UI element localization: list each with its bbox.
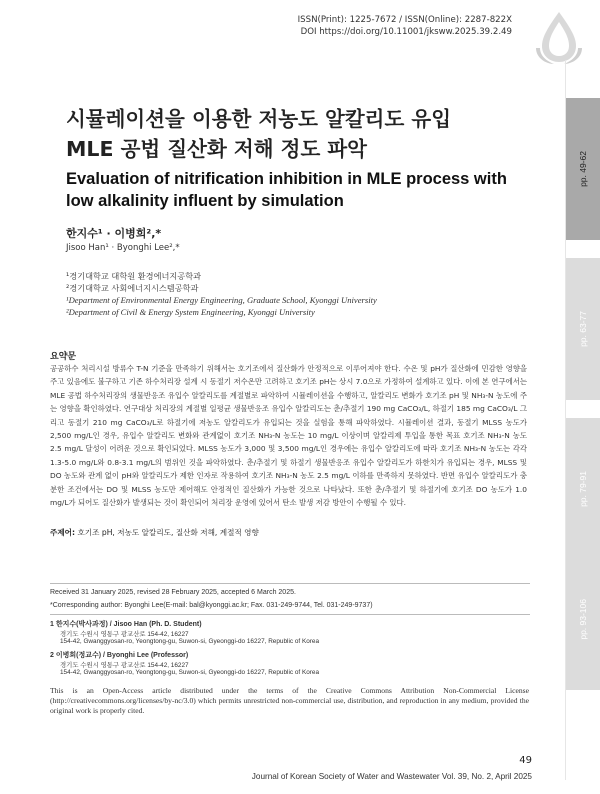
issn-text: ISSN(Print): 1225-7672 / ISSN(Online): 2287-822X [297, 15, 512, 25]
doi-text: DOI https://doi.org/10.11001/jksww.2025.39.2.49 [300, 27, 512, 37]
received-dates: Received 31 January 2025, revised 28 February 2025, accepted 6 March 2025. [50, 589, 296, 596]
author2-address-en: 154-42, Gwanggyosan-ro, Yeongtong-gu, Suwon-si, Gyeonggi-do 16227, Republic of Korea [60, 669, 319, 676]
authors-english: Jisoo Han¹ · Byonghi Lee²,* [66, 243, 180, 253]
author2-title: 2 이병희(정교수) / Byonghi Lee (Professor) [50, 652, 189, 659]
keywords-label: 주제어: [50, 528, 76, 537]
author1-address-ko: 경기도 수원시 영통구 광교산로 154-42, 16227 [60, 631, 189, 638]
journal-identifiers [298, 14, 512, 38]
abstract-heading: 요약문 [50, 352, 77, 362]
korean-title-line-2: MLE 공법 질산화 저해 정도 파악 [66, 137, 367, 161]
page-number: 49 [519, 755, 532, 766]
affiliation-en-1: ¹Department of Environmental Energy Engineering, Graduate School, Kyonggi University [66, 295, 377, 305]
license-notice: This is an Open-Access article distributed under the terms of the Creative Commons Attribution Non-Commercial License (http://creativecommons.org/licenses/by-nc/3.0) which permits unrestricted non-commercial use, distribution, and reproduction in any medium, provided the original work is properly cited. [50, 686, 529, 715]
side-tab-pages: pp. 63-77 [566, 258, 600, 400]
korean-title [66, 104, 536, 164]
abstract-body: 공공하수 처리시설 방류수 T-N 기준을 만족하기 위해서는 호기조에서 질산화가 안정적으로 이루어져야 한다. 수온 및 pH가 질산화에 민감한 영향을 주고 있음에도 불구하고 기존 하수처리장 설계 시 동절기 저수온만 고려하고 호기조 pH는 상시 7.0으로 가정하여 설계하고 있다. 이에 본 연구에서는 MLE 공법 하수처리장의 생물반응조 유입수 알칼리도를 계절별로 파악하여 시뮬레이션을 수행하고, 알칼리도 변화가 호기조 pH 및 NH₃-N 농도에 주는 영향을 확인하였다. 연구대상 처리장의 계절별 일평균 생물반응조 유입수 알칼리도는 춘/추절기 190 mg CaCO₃/L, 하절기 185 mg CaCO₃/L 그리고 동절기 210 mg CaCO₃/L로 하절기에 저농도 알칼리도가 유입되는 것을 실험을 통해 파악하였다. 시뮬레이션 결과, 동절기 MLSS 농도가 2,500 mg/L인 경우, 유입수 알칼리도 변화와 관계없이 호기조 NH₃-N 농도는 10 mg/L 이상이며 알칼리제 투입을 통한 목표 호기조 NH₃-N 농도 2.5 mg/L 달성이 어려운 것으로 확인되었다. MLSS 농도가 3,000 및 3,500 mg/L인 경우에는 유입수 알칼리도에 따라 호기조 NH₃-N 농도는 각각 1.3-5.0 mg/L와 0.8-3.1 mg/L의 범위인 것을 파악하였다. 춘/추절기 및 하절기 생물반응조 유입수 알칼리도가 하한치가 유입되는 경우, MLSS 및 DO 농도와 관계 없이 pH와 알칼리도가 제한 인자로 작용하여 호기조 NH₃-N 농도 2.5 mg/L 이하를 만족하지 못하였다. 반면 유입수 알칼리도가 충분한 조건에서는 DO 및 MLSS 농도만 제어해도 안정적인 질산화가 가능한 것으로 나타났다. 또한 춘/추절기 및 하절기에 호기조 DO 농도가 1.0 mg/L가 되어도 질산화가 발생되는 것이 확인되어 처리장 운영에 있어서 탄소 발생 저감 방안이 수행될 수 있다. [50, 364, 527, 508]
side-tab-pages-active: pp. 49-62 [566, 98, 600, 240]
side-tab-pages: pp. 93-106 [566, 548, 600, 690]
journal-citation: Journal of Korean Society of Water and Wastewater Vol. 39, No. 2, April 2025 [251, 772, 532, 781]
keywords [50, 527, 530, 538]
side-tab-pages: pp. 79-91 [566, 418, 600, 560]
english-title: Evaluation of nitrification inhibition in MLE process with low alkalinity influent by simulation [66, 170, 507, 210]
authors-korean: 한지수¹ · 이병희²,* [66, 227, 162, 240]
author1-title: 1 한지수(박사과정) / Jisoo Han (Ph. D. Student) [50, 621, 202, 628]
footnote-divider [50, 614, 530, 615]
journal-logo-icon [528, 8, 590, 66]
affiliation-ko-1: ¹경기대학교 대학원 환경에너지공학과 [66, 271, 202, 281]
footnote-divider [50, 583, 530, 584]
keywords-text: 호기조 pH, 저농도 알칼리도, 질산화 저해, 계절적 영향 [77, 528, 259, 537]
korean-title-line-1: 시뮬레이션을 이용한 저농도 알칼리도 유입 [66, 107, 452, 131]
author2-address-ko: 경기도 수원시 영통구 광교산로 154-42, 16227 [60, 662, 189, 669]
corresponding-author: *Corresponding author: Byonghi Lee(E-mail: bal@kyonggi.ac.kr; Fax. 031-249-9744, Tel. 031-249-9737) [50, 602, 373, 609]
affiliation-en-2: ²Department of Civil & Energy System Engineering, Kyonggi University [66, 307, 315, 317]
affiliation-ko-2: ²경기대학교 사회에너지시스템공학과 [66, 283, 199, 293]
author1-address-en: 154-42, Gwanggyosan-ro, Yeongtong-gu, Suwon-si, Gyeonggi-do 16227, Republic of Korea [60, 638, 319, 645]
